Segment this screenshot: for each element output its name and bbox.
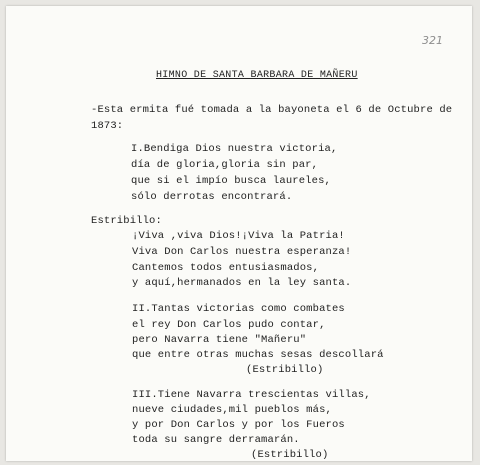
- page-number: 321: [422, 34, 443, 47]
- stanza-2-line-2: el rey Don Carlos pudo contar,: [132, 319, 326, 331]
- chorus-line-3: Cantemos todos entusiasmados,: [132, 262, 320, 274]
- stanza-2-line-3: pero Navarra tiene "Mañeru": [132, 334, 307, 346]
- chorus-label: Estribillo:: [91, 215, 162, 227]
- stanza-3-line-4: toda su sangre derramarán.: [132, 434, 300, 446]
- stanza-1-line-1: I.Bendiga Dios nuestra victoria,: [131, 143, 338, 155]
- document-title: HIMNO DE SANTA BARBARA DE MAÑERU: [156, 70, 358, 81]
- refrain-marker: (Estribillo): [246, 364, 324, 376]
- refrain-marker: (Estribillo): [251, 449, 329, 461]
- chorus-line-4: y aquí,hermanados en la ley santa.: [132, 277, 352, 289]
- chorus-line-2: Viva Don Carlos nuestra esperanza!: [132, 246, 352, 258]
- stanza-3-line-2: nueve ciudades,mil pueblos más,: [132, 404, 332, 416]
- intro-line-2: 1873:: [91, 120, 124, 132]
- stanza-2-line-1: II.Tantas victorias como combates: [132, 303, 345, 315]
- intro-line-1: -Esta ermita fué tomada a la bayoneta el 6 de Octubre de: [91, 104, 453, 116]
- stanza-3-line-1: III.Tiene Navarra trescientas villas,: [132, 389, 371, 401]
- stanza-2-line-4: que entre otras muchas sesas descollará: [132, 349, 384, 361]
- document-page: [6, 6, 472, 461]
- stanza-1-line-4: sólo derrotas encontrará.: [131, 191, 293, 203]
- stanza-1-line-3: que si el impío busca laureles,: [131, 175, 331, 187]
- stanza-3-line-3: y por Don Carlos y por los Fueros: [132, 419, 345, 431]
- chorus-line-1: ¡Viva ,viva Dios!¡Viva la Patria!: [132, 230, 345, 242]
- stanza-1-line-2: día de gloria,gloria sin par,: [131, 159, 319, 171]
